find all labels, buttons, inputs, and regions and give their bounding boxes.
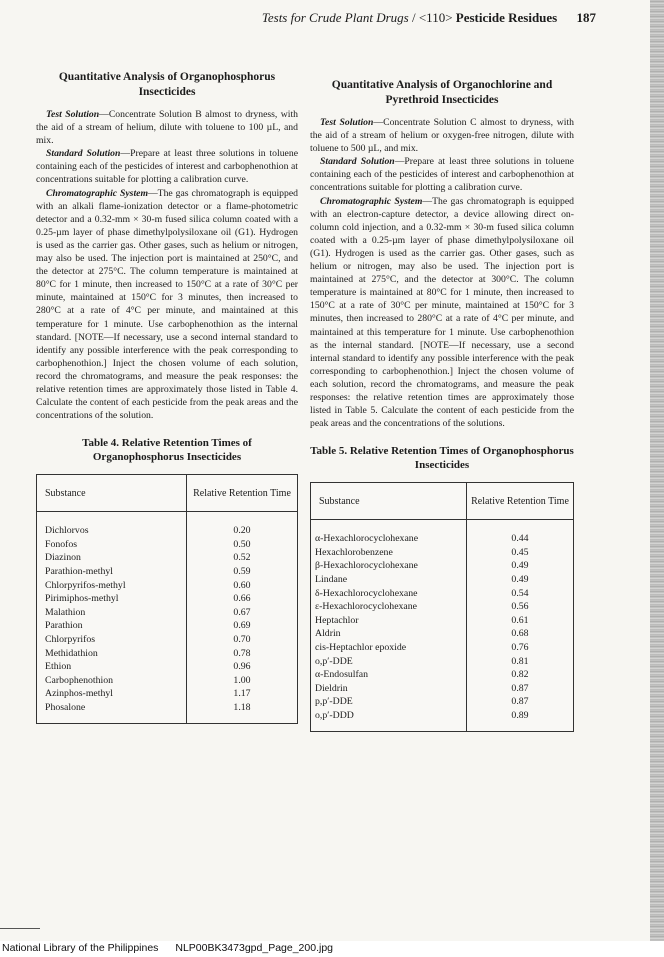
paragraph-lead: Standard Solution bbox=[46, 148, 121, 160]
paragraph-lead: Chromatographic System bbox=[320, 195, 423, 207]
table-cell-substance: Lindane bbox=[315, 574, 348, 586]
substance-column bbox=[37, 512, 186, 722]
header-separator: / bbox=[411, 10, 416, 25]
paragraph-text: —Concentrate Solution B almost to dryness, with the aid of a stream of helium, dilute with toluene to 100 µL, and mix. bbox=[36, 109, 298, 147]
table-cell-substance: Carbophenothion bbox=[45, 674, 114, 686]
paragraph-text: —Prepare at least three solutions in toluene containing each of the pesticides of interest and carbophenothion at concentrations suitable for plotting a calibration curve. bbox=[36, 148, 298, 186]
table-cell-substance: α-Hexachlorocyclohexane bbox=[315, 533, 419, 545]
table-cell-substance: cis-Heptachlor epoxide bbox=[315, 642, 407, 653]
table-5 bbox=[310, 482, 574, 731]
paragraph-lead: Chromatographic System bbox=[46, 187, 148, 199]
table-cell-substance: Heptachlor bbox=[315, 614, 359, 626]
paragraph-standard-solution bbox=[36, 147, 298, 186]
table-4 bbox=[36, 474, 298, 723]
table-cell-substance: Chlorpyrifos bbox=[45, 634, 96, 645]
table-cell-rrt: 0.60 bbox=[233, 579, 251, 591]
library-name: National Library of the Philippines bbox=[2, 942, 159, 954]
table-cell-substance: ε-Hexachlorocyclohexane bbox=[315, 601, 418, 613]
table-cell-substance: Diazinon bbox=[45, 552, 81, 564]
table-cell-substance: Fonofos bbox=[45, 538, 78, 550]
col-header-substance: Substance bbox=[45, 487, 86, 499]
paragraph-chromatographic-system bbox=[36, 187, 298, 423]
table-cell-substance: Aldrin bbox=[315, 628, 341, 640]
chapter-number: <110> bbox=[418, 10, 453, 25]
table-cell-substance: Malathion bbox=[45, 606, 86, 618]
table-cell-rrt: 0.49 bbox=[511, 574, 529, 586]
chapter-title: Pesticide Residues bbox=[455, 10, 558, 25]
table-cell-rrt: 0.78 bbox=[233, 647, 251, 659]
scan-filename: NLP00BK3473gpd_Page_200.jpg bbox=[175, 942, 333, 954]
table-cell-substance: o,p′-DDD bbox=[315, 709, 354, 721]
page-number: 187 bbox=[576, 10, 596, 25]
table-cell-rrt: 0.44 bbox=[511, 533, 529, 545]
table-cell-substance: Dichlorvos bbox=[45, 525, 89, 537]
footer-rule bbox=[0, 928, 40, 929]
table-cell-rrt: 0.56 bbox=[511, 601, 529, 613]
rrt-column bbox=[186, 512, 297, 722]
table-body bbox=[37, 512, 297, 722]
binding-edge-shadow bbox=[650, 0, 664, 941]
book-title: Tests for Crude Plant Drugs bbox=[261, 10, 409, 25]
paragraph-text: —Concentrate Solution C almost to dryness, with the aid of a stream of helium or oxygen-free nitrogen, dilute with toluene to 500 µL, and mix. bbox=[310, 117, 574, 155]
table-cell-rrt: 1.17 bbox=[233, 688, 251, 700]
table-cell-substance: Pirimiphos-methyl bbox=[45, 593, 119, 605]
table-cell-substance: α-Endosulfan bbox=[315, 669, 369, 681]
table-cell-substance: o,p′-DDE bbox=[315, 655, 353, 667]
table-cell-substance: Parathion-methyl bbox=[45, 566, 114, 578]
table-5-title: Table 5. Relative Retention Times of Organophosphorus Insecticides bbox=[310, 445, 574, 472]
table-cell-substance: p,p′-DDE bbox=[315, 696, 353, 708]
table-cell-rrt: 0.54 bbox=[511, 587, 529, 599]
running-header bbox=[0, 10, 596, 26]
table-cell-rrt: 0.67 bbox=[233, 606, 251, 618]
substance-column bbox=[311, 520, 466, 730]
paragraph-test-solution bbox=[36, 108, 298, 147]
table-cell-substance: Methidathion bbox=[45, 647, 98, 659]
col-header-rrt: Relative Retention Time bbox=[466, 483, 573, 519]
table-cell-rrt: 0.96 bbox=[233, 661, 251, 673]
table-cell-rrt: 0.89 bbox=[511, 709, 529, 721]
table-cell-substance: Azinphos-methyl bbox=[45, 688, 114, 700]
scan-footer bbox=[0, 941, 664, 957]
paragraph-lead: Test Solution bbox=[46, 109, 100, 120]
rrt-column bbox=[466, 520, 573, 730]
table-cell-rrt: 1.18 bbox=[233, 701, 251, 713]
paragraph-text: —The gas chromatograph is equipped with an alkali flame-ionization detector or a flame-photometric detector and a 0.32-mm × 30-m fused silica column coated with a 0.25-µm layer of phase dimethylpolysiloxane oil (G1). Hydrogen is used as the carrier gas. Other gases, such as helium or nitrogen, may also be used. The injection port is maintained at 250°C, and the detector at 275°C. The column temperature is maintained at 80°C for 1 minute, then increased to 150°C at a rate of 30°C per minute, maintained at 150°C for 3 minutes, then increased to 280°C at a rate of 4°C per minute, and maintained at this temperature for 1 minute. Use carbophenothion as the internal standard. [NOTE—If necessary, use a second internal standard to identify any possible interference with the peak corresponding to carbophenothion.] Inject the chosen volume of each solution, record the chromatograms, and measure the peak responses: the relative retention times are approximately those listed in Table 4. Calculate the content of each pesticide from the peak areas and the concentrations of the solution. bbox=[36, 187, 298, 422]
paragraph-lead: Test Solution bbox=[320, 117, 374, 128]
paragraph-chromatographic-system bbox=[310, 195, 574, 431]
table-cell-rrt: 0.66 bbox=[233, 593, 251, 605]
table-header bbox=[37, 475, 297, 512]
table-cell-rrt: 1.00 bbox=[233, 674, 251, 686]
table-4-title: Table 4. Relative Retention Times of Organophosphorus Insecticides bbox=[82, 437, 252, 464]
table-cell-rrt: 0.49 bbox=[511, 560, 529, 572]
table-cell-substance: Dieldrin bbox=[315, 682, 348, 694]
table-cell-substance: Hexachlorobenzene bbox=[315, 546, 393, 558]
table-cell-rrt: 0.59 bbox=[233, 566, 251, 578]
table-cell-substance: β-Hexachlorocyclohexane bbox=[315, 560, 418, 572]
table-cell-substance: δ-Hexachlorocyclohexane bbox=[315, 587, 418, 599]
table-cell-rrt: 0.87 bbox=[511, 682, 529, 694]
table-cell-rrt: 0.50 bbox=[233, 538, 251, 550]
table-cell-rrt: 0.69 bbox=[233, 620, 251, 632]
table-cell-rrt: 0.87 bbox=[511, 696, 529, 708]
table-cell-substance: Ethion bbox=[45, 661, 72, 673]
paragraph-standard-solution bbox=[310, 155, 574, 194]
col-header-rrt: Relative Retention Time bbox=[186, 475, 297, 511]
right-column bbox=[310, 78, 574, 732]
paragraph-text: —The gas chromatograph is equipped with an electron-capture detector, a device allowing direct on-column cold injection, and a 0.32-mm × 30-m fused silica column coated with a 0.25-µm layer of phase dimethylpolysiloxane oil (G1). Hydrogen is used as the carrier gas. Other gases, such as helium or nitrogen, may also be used. The injection port is maintained at 275°C, and the detector at 300°C. The column temperature is maintained at 80°C for 1 minute, then increased to 150°C at a rate of 30°C per minute, maintained at 150°C for 3 minutes, then increased to 280°C at a rate of 4°C per minute, and maintained at this temperature for 1 minute. Use carbophenothion as the internal standard. [NOTE—If necessary, use a second internal standard to identify any possible interference with the peak corresponding to carbophenothion.] Inject the chosen volume of each solution, record the chromatograms, and measure the peak responses: the relative retention times are approximately those listed in Table 5. Calculate the content of each pesticide from the peak areas and the concentrations of the solutions. bbox=[310, 195, 575, 430]
table-cell-rrt: 0.61 bbox=[511, 614, 529, 626]
section-title-organophosphorus: Quantitative Analysis of Organophosphorus Insecticides bbox=[58, 71, 276, 98]
table-cell-substance: Phosalone bbox=[45, 701, 86, 713]
table-body bbox=[311, 520, 573, 730]
paragraph-text: —Prepare at least three solutions in toluene containing each of the pesticides of interest and carbophenothion at concentrations suitable for plotting a calibration curve. bbox=[310, 156, 574, 194]
table-cell-rrt: 0.68 bbox=[511, 628, 529, 640]
table-cell-rrt: 0.20 bbox=[233, 525, 251, 537]
table-cell-rrt: 0.76 bbox=[511, 642, 529, 653]
col-header-substance: Substance bbox=[319, 495, 360, 507]
table-cell-rrt: 0.70 bbox=[233, 634, 251, 645]
table-header bbox=[311, 483, 573, 520]
table-cell-rrt: 0.52 bbox=[233, 552, 251, 564]
section-title-organochlorine: Quantitative Analysis of Organochlorine and Pyrethroid Insecticides bbox=[331, 79, 553, 106]
left-column bbox=[36, 70, 298, 724]
table-cell-rrt: 0.82 bbox=[511, 669, 529, 681]
table-cell-rrt: 0.45 bbox=[511, 546, 529, 558]
table-cell-substance: Parathion bbox=[45, 620, 83, 632]
paragraph-test-solution bbox=[310, 116, 574, 155]
table-cell-rrt: 0.81 bbox=[511, 655, 529, 667]
table-cell-substance: Chlorpyrifos-methyl bbox=[45, 579, 126, 591]
paragraph-lead: Standard Solution bbox=[320, 156, 395, 168]
